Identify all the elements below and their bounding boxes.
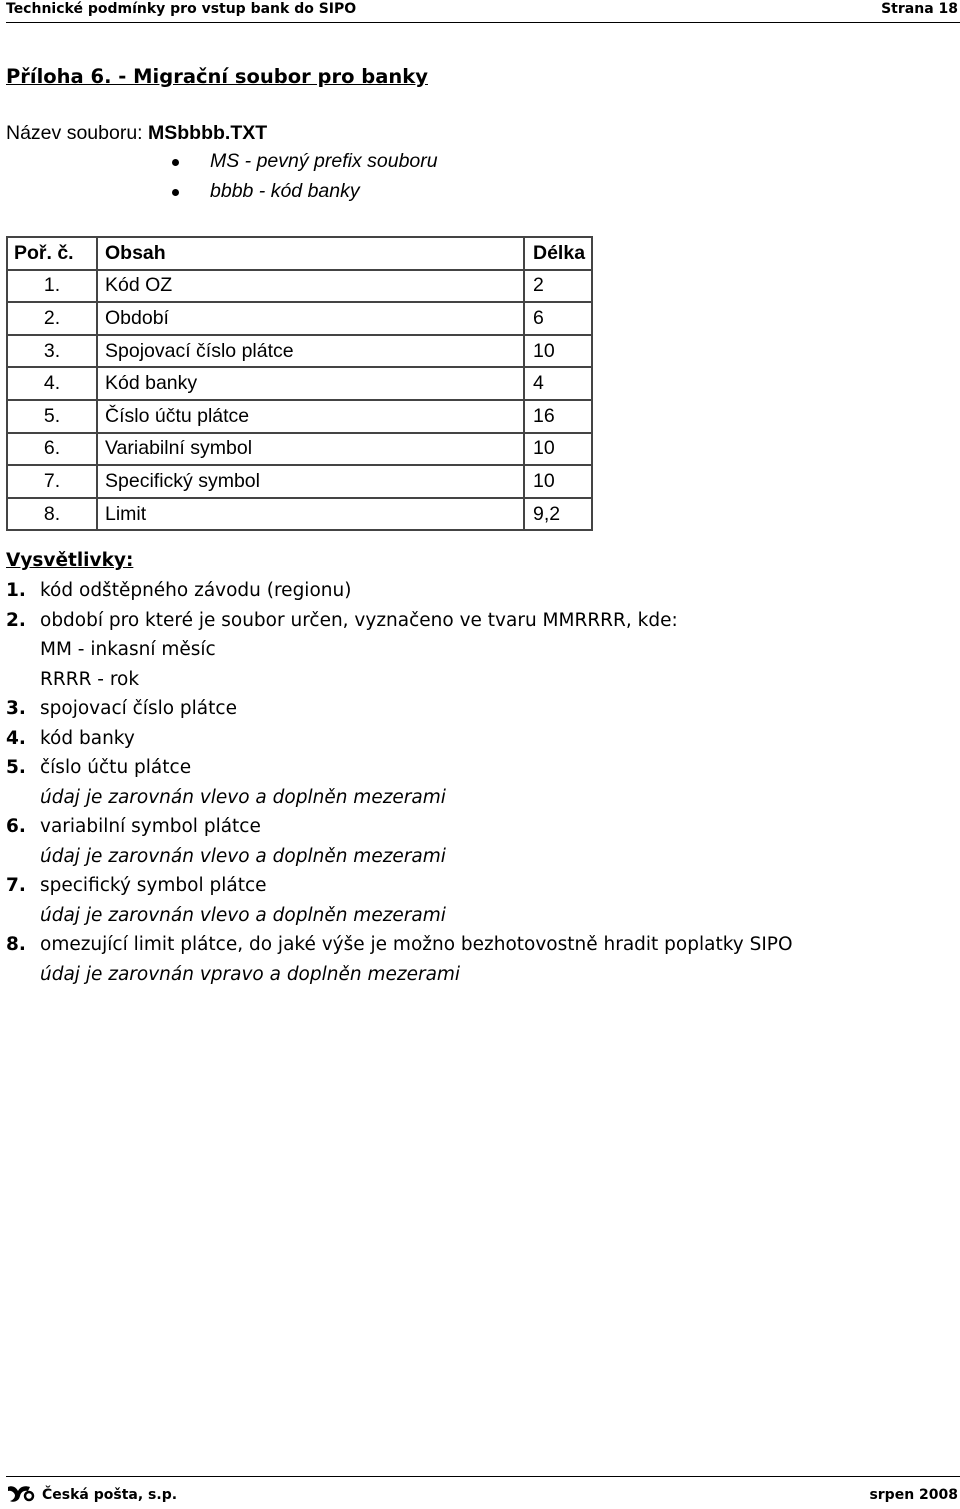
note-remark: údaj je zarovnán vlevo a doplněn mezerami — [40, 904, 446, 926]
notes-heading: Vysvětlivky: — [6, 550, 134, 571]
section-title: Příloha 6. - Migrační soubor pro banky — [6, 65, 428, 88]
note-remark: údaj je zarovnán vlevo a doplněn mezerami — [40, 786, 446, 808]
note-text: spojovací číslo plátce — [40, 698, 237, 719]
note-number: 5. — [6, 757, 26, 778]
note-number: 8. — [6, 934, 26, 955]
note-text: číslo účtu plátce — [40, 757, 192, 778]
note-text: kód banky — [40, 727, 135, 749]
note-remark: údaj je zarovnán vpravo a doplněn mezerami — [40, 963, 461, 985]
note-subline: RRRR - rok — [40, 668, 140, 690]
page-header — [6, 0, 960, 23]
page-footer — [6, 1476, 960, 1509]
note-number: 3. — [6, 698, 26, 719]
note-item — [6, 694, 956, 724]
note-text: specifický symbol plátce — [40, 875, 267, 896]
note-text: kód odštěpného závodu (regionu) — [40, 580, 352, 601]
posthorn-logo-icon — [6, 1483, 36, 1505]
fields-table — [6, 236, 593, 531]
notes-section — [6, 546, 956, 989]
page-number: Strana 18 — [881, 1, 958, 17]
table-row: 6. Variabilní symbol 10 — [7, 433, 592, 466]
note-item — [6, 930, 956, 960]
filename-label: Název souboru: — [6, 122, 148, 144]
bullet-icon — [172, 159, 179, 166]
note-item — [6, 871, 956, 901]
note-item — [6, 576, 956, 606]
note-number: 4. — [6, 727, 26, 749]
note-subline: MM - inkasní měsíc — [40, 639, 216, 660]
column-header-length: Délka — [524, 237, 592, 270]
document-title: Technické podmínky pro vstup bank do SIPO — [6, 1, 357, 17]
note-item — [6, 812, 956, 842]
table-row: 5. Číslo účtu plátce 16 — [7, 400, 592, 433]
note-number: 2. — [6, 609, 26, 631]
table-row: 2. Období 6 — [7, 302, 592, 335]
column-header-content: Obsah — [97, 237, 524, 270]
table-row: 4. Kód banky 4 — [7, 367, 592, 400]
table-header-row — [7, 237, 592, 270]
column-header-order: Poř. č. — [7, 237, 97, 270]
note-text: omezující limit plátce, do jaké výše je možno bezhotovostně hradit poplatky SIPO — [40, 934, 793, 955]
table-row: 3. Spojovací číslo plátce 10 — [7, 335, 592, 368]
note-remark: údaj je zarovnán vlevo a doplněn mezerami — [40, 845, 446, 867]
table-row: 8. Limit 9,2 — [7, 498, 592, 531]
bullet-icon — [172, 189, 179, 196]
note-text: období pro které je soubor určen, vyznačeno ve tvaru MMRRRR, kde: — [40, 609, 678, 631]
note-text: variabilní symbol plátce — [40, 816, 261, 837]
filename-value: MSbbbb.TXT — [148, 122, 268, 144]
note-item — [6, 606, 956, 636]
document-date: srpen 2008 — [869, 1487, 958, 1503]
table-row: 7. Specifický symbol 10 — [7, 465, 592, 498]
note-item — [6, 753, 956, 783]
filename-line — [6, 122, 267, 145]
note-number: 6. — [6, 816, 26, 837]
note-number: 7. — [6, 875, 26, 896]
organization-name: Česká pošta, s.p. — [42, 1487, 178, 1503]
note-item — [6, 724, 956, 754]
table-row: 1. Kód OZ 2 — [7, 270, 592, 303]
note-number: 1. — [6, 580, 26, 601]
